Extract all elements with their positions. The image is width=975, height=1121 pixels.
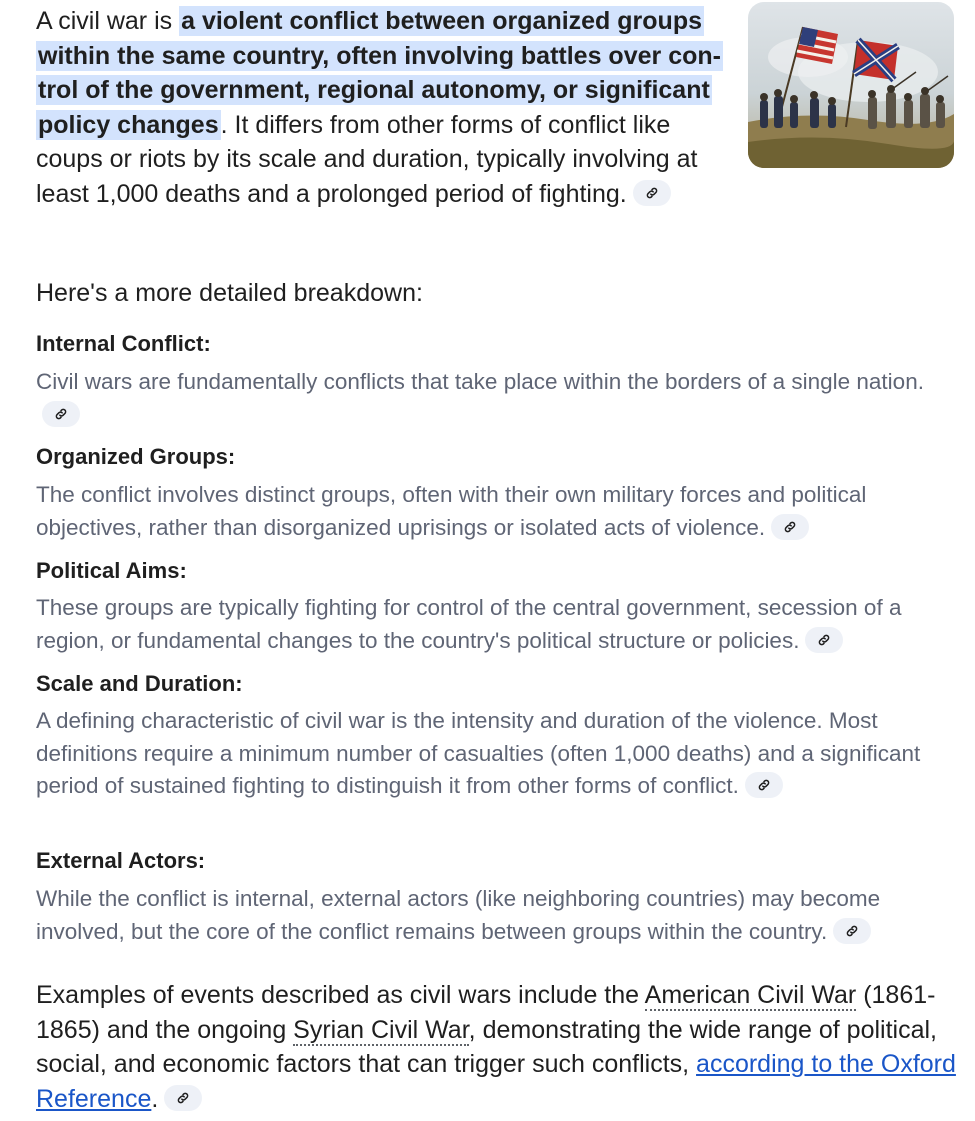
link-icon <box>645 186 659 200</box>
citation-link-chip[interactable] <box>833 918 871 944</box>
section-body-political-aims <box>36 592 961 657</box>
citation-link-chip[interactable] <box>771 514 809 540</box>
american-civil-war-link[interactable]: American Civil War <box>644 981 857 1009</box>
section-text: A defining characteristic of civil war is the intensity and duration of the violence. Most definitions require a minimum number of casualties (often 1,000 deaths) and a significant period of sustained fighting to distinguish it from other forms of conflict. <box>36 708 921 798</box>
section-text: Civil wars are fundamentally conflicts that take place within the borders of a single nation. <box>36 369 924 394</box>
link-icon <box>845 924 859 938</box>
section-body-scale-and-duration <box>36 705 961 803</box>
civil-war-thumbnail[interactable] <box>748 2 954 168</box>
section-text: These groups are typically fighting for control of the central government, secession of a region, or fundamental changes to the country's political structure or policies. <box>36 595 902 653</box>
oxford-reference-link[interactable]: according to the Oxford Reference <box>36 1050 956 1113</box>
section-text: While the conflict is internal, external actors (like neighboring countries) may become involved, but the core of the conflict remains between groups within the country. <box>36 886 881 944</box>
closing-text-2: (1861-1865) and the ongoing <box>36 981 936 1044</box>
section-title-scale-and-duration: Scale and Duration: <box>36 671 243 696</box>
section-title-organized-groups: Organized Groups: <box>36 444 236 469</box>
civil-war-painting-image <box>748 2 954 168</box>
citation-link-chip[interactable] <box>745 772 783 798</box>
section-title-internal-conflict: Internal Conflict: <box>36 331 211 356</box>
closing-paragraph <box>36 978 966 1116</box>
citation-link-chip[interactable] <box>164 1085 202 1111</box>
closing-text-1: Examples of events described as civil wars include the <box>36 981 645 1009</box>
citation-link-chip[interactable] <box>805 627 843 653</box>
section-body-internal-conflict <box>36 366 961 431</box>
section-body-external-actors <box>36 883 961 948</box>
intro-prefix: A civil war is <box>36 7 180 35</box>
link-icon <box>176 1091 190 1105</box>
section-text: The conflict involves distinct groups, often with their own military forces and political objectives, rather than disorganized uprisings or isolated acts of violence. <box>36 482 867 540</box>
intro-paragraph <box>36 4 736 211</box>
link-icon <box>54 407 68 421</box>
breakdown-heading: Here's a more detailed breakdown: <box>36 279 423 307</box>
section-title-political-aims: Political Aims: <box>36 558 187 583</box>
citation-link-chip[interactable] <box>42 401 80 427</box>
section-title-external-actors: External Actors: <box>36 848 206 873</box>
syrian-civil-war-link[interactable]: Syrian Civil War <box>293 1015 469 1044</box>
link-icon <box>757 778 771 792</box>
intro-highlight: a violent conflict between organized groups within the same country, often involving battles over con-trol of the government, regional autonomy, or significant policy changes <box>38 7 721 139</box>
closing-end: . <box>151 1084 159 1113</box>
link-icon <box>817 633 831 647</box>
section-body-organized-groups <box>36 479 961 544</box>
intro-rest: . It differs from other forms of conflict like coups or riots by its scale and duration, typically involving at least 1,000 deaths and a prolonged period of fighting. <box>36 110 698 208</box>
link-icon <box>783 520 797 534</box>
citation-link-chip[interactable] <box>633 180 671 206</box>
closing-text-3: , demonstrating the wide range of political, social, and economic factors that can trigger such conflicts, <box>36 1015 937 1078</box>
